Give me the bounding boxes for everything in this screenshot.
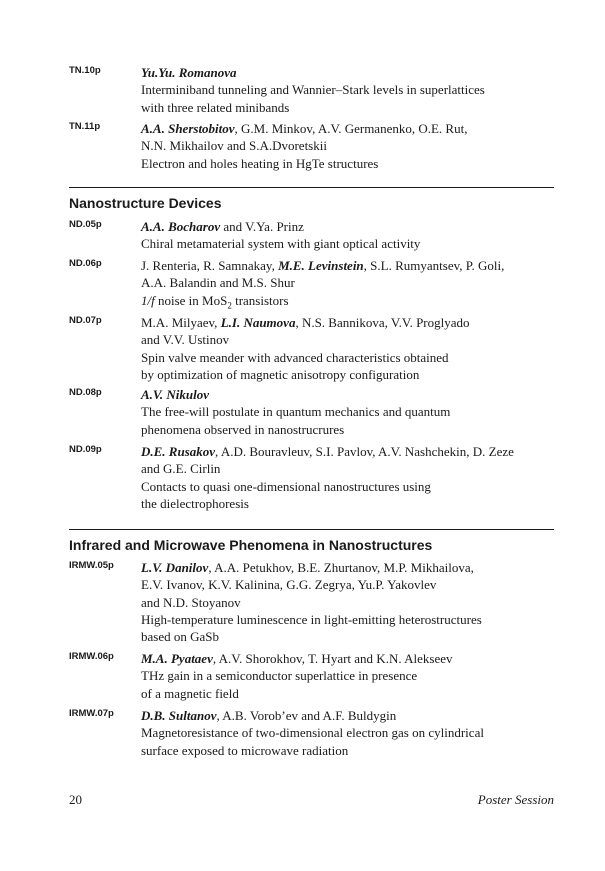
program-entry	[69, 386, 559, 438]
program-entry	[69, 314, 559, 383]
presenting-author: L.V. Danilov	[141, 560, 209, 575]
entry-authors	[141, 257, 559, 292]
author-text: J. Renteria, R. Samnakay,	[141, 258, 279, 273]
entry-code: ND.05p	[69, 219, 102, 230]
entry-code: TN.10p	[69, 65, 101, 76]
entry-title-line: based on GaSb	[141, 629, 219, 645]
presenting-author: M.A. Pyataev	[141, 651, 213, 666]
entry-title-line: THz gain in a semiconductor superlattice in presence	[141, 668, 418, 684]
section-heading: Nanostructure Devices	[69, 195, 222, 211]
entry-title-line: Chiral metamaterial system with giant optical activity	[141, 236, 421, 252]
presenting-author: D.B. Sultanov	[141, 708, 217, 723]
entry-title-line: 1/f noise in MoS$_2$ transistors	[141, 292, 289, 311]
entry-authors	[141, 314, 559, 349]
entry-code: ND.07p	[69, 315, 102, 326]
entry-authors	[141, 120, 559, 155]
author-text: , N.S. Bannikova, V.V. Proglyado	[295, 315, 470, 330]
entry-title-line: phenomena observed in nanostrucrures	[141, 421, 345, 437]
author-text: and G.E. Cirlin	[141, 461, 221, 477]
presenting-author: Yu.Yu. Romanova	[141, 65, 237, 80]
entry-title-line: Spin valve meander with advanced characteristics obtained	[141, 349, 449, 365]
entry-title-line: with three related minibands	[141, 99, 290, 115]
entry-title-line: High-temperature luminescence in light-emitting heterostructures	[141, 611, 482, 627]
entry-code: IRMW.07p	[69, 708, 114, 719]
presenting-author: A.A. Bocharov	[141, 219, 221, 234]
presenting-author: D.E. Rusakov	[141, 444, 216, 459]
entry-authors	[141, 64, 559, 81]
entry-title-line: of a magnetic field	[141, 685, 239, 701]
author-text: A.A. Balandin and M.S. Shur	[141, 275, 295, 291]
author-text: , S.L. Rumyantsev, P. Goli,	[363, 258, 505, 273]
program-entry	[69, 218, 559, 253]
entry-title-line: The free-will postulate in quantum mechanics and quantum	[141, 404, 451, 420]
entry-code: ND.09p	[69, 444, 102, 455]
presenting-author: L.I. Naumova	[220, 315, 296, 330]
program-entry	[69, 559, 559, 645]
author-text: , A.A. Petukhov, B.E. Zhurtanov, M.P. Mikhailova,	[208, 560, 474, 575]
entry-title-line: Interminiband tunneling and Wannier–Stark levels in superlattices	[141, 82, 485, 98]
entry-title-line: the dielectrophoresis	[141, 495, 249, 511]
entry-title-line: surface exposed to microwave radiation	[141, 742, 349, 758]
author-text: , G.M. Minkov, A.V. Germanenko, O.E. Rut,	[234, 121, 468, 136]
author-text: N.N. Mikhailov and S.A.Dvoretskii	[141, 138, 327, 154]
author-text: , A.B. Vorob’ev and A.F. Buldygin	[216, 708, 397, 723]
entry-code: ND.06p	[69, 258, 102, 269]
program-entry	[69, 120, 559, 172]
section-name: Poster Session	[477, 792, 554, 807]
entry-authors	[141, 443, 559, 478]
program-entry	[69, 443, 559, 512]
author-text: , A.V. Shorokhov, T. Hyart and K.N. Alekseev	[212, 651, 453, 666]
section-divider	[69, 187, 554, 188]
entry-authors	[141, 707, 559, 724]
program-entry	[69, 707, 559, 759]
section-heading: Infrared and Microwave Phenomena in Nanostructures	[69, 537, 433, 553]
author-text: , A.D. Bouravleuv, S.I. Pavlov, A.V. Nashchekin, D. Zeze	[215, 444, 514, 459]
entry-title-line: Contacts to quasi one-dimensional nanostructures using	[141, 478, 431, 494]
entry-title-line: Electron and holes heating in HgTe structures	[141, 155, 379, 171]
presenting-author: A.A. Sherstobitov	[141, 121, 235, 136]
section-divider	[69, 529, 554, 530]
entry-authors	[141, 559, 559, 611]
program-entry	[69, 257, 559, 309]
author-text: and V.Ya. Prinz	[220, 219, 304, 234]
presenting-author: M.E. Levinstein	[278, 258, 364, 273]
entry-authors	[141, 218, 559, 235]
program-entry	[69, 650, 559, 702]
presenting-author: A.V. Nikulov	[141, 387, 210, 402]
entry-code: ND.08p	[69, 387, 102, 398]
author-text: E.V. Ivanov, K.V. Kalinina, G.G. Zegrya, Yu.P. Yakovlev	[141, 577, 437, 593]
author-text: and V.V. Ustinov	[141, 332, 230, 348]
author-text: M.A. Milyaev,	[141, 315, 221, 330]
entry-title-line: by optimization of magnetic anisotropy configuration	[141, 366, 420, 382]
author-text: and N.D. Stoyanov	[141, 594, 241, 610]
entry-code: TN.11p	[69, 121, 101, 132]
entry-authors	[141, 650, 559, 667]
entry-code: IRMW.06p	[69, 651, 114, 662]
entry-code: IRMW.05p	[69, 560, 114, 571]
entry-authors	[141, 386, 559, 403]
program-entry	[69, 64, 559, 116]
page-number: 20	[69, 792, 82, 807]
entry-title-line: Magnetoresistance of two-dimensional electron gas on cylindrical	[141, 725, 484, 741]
